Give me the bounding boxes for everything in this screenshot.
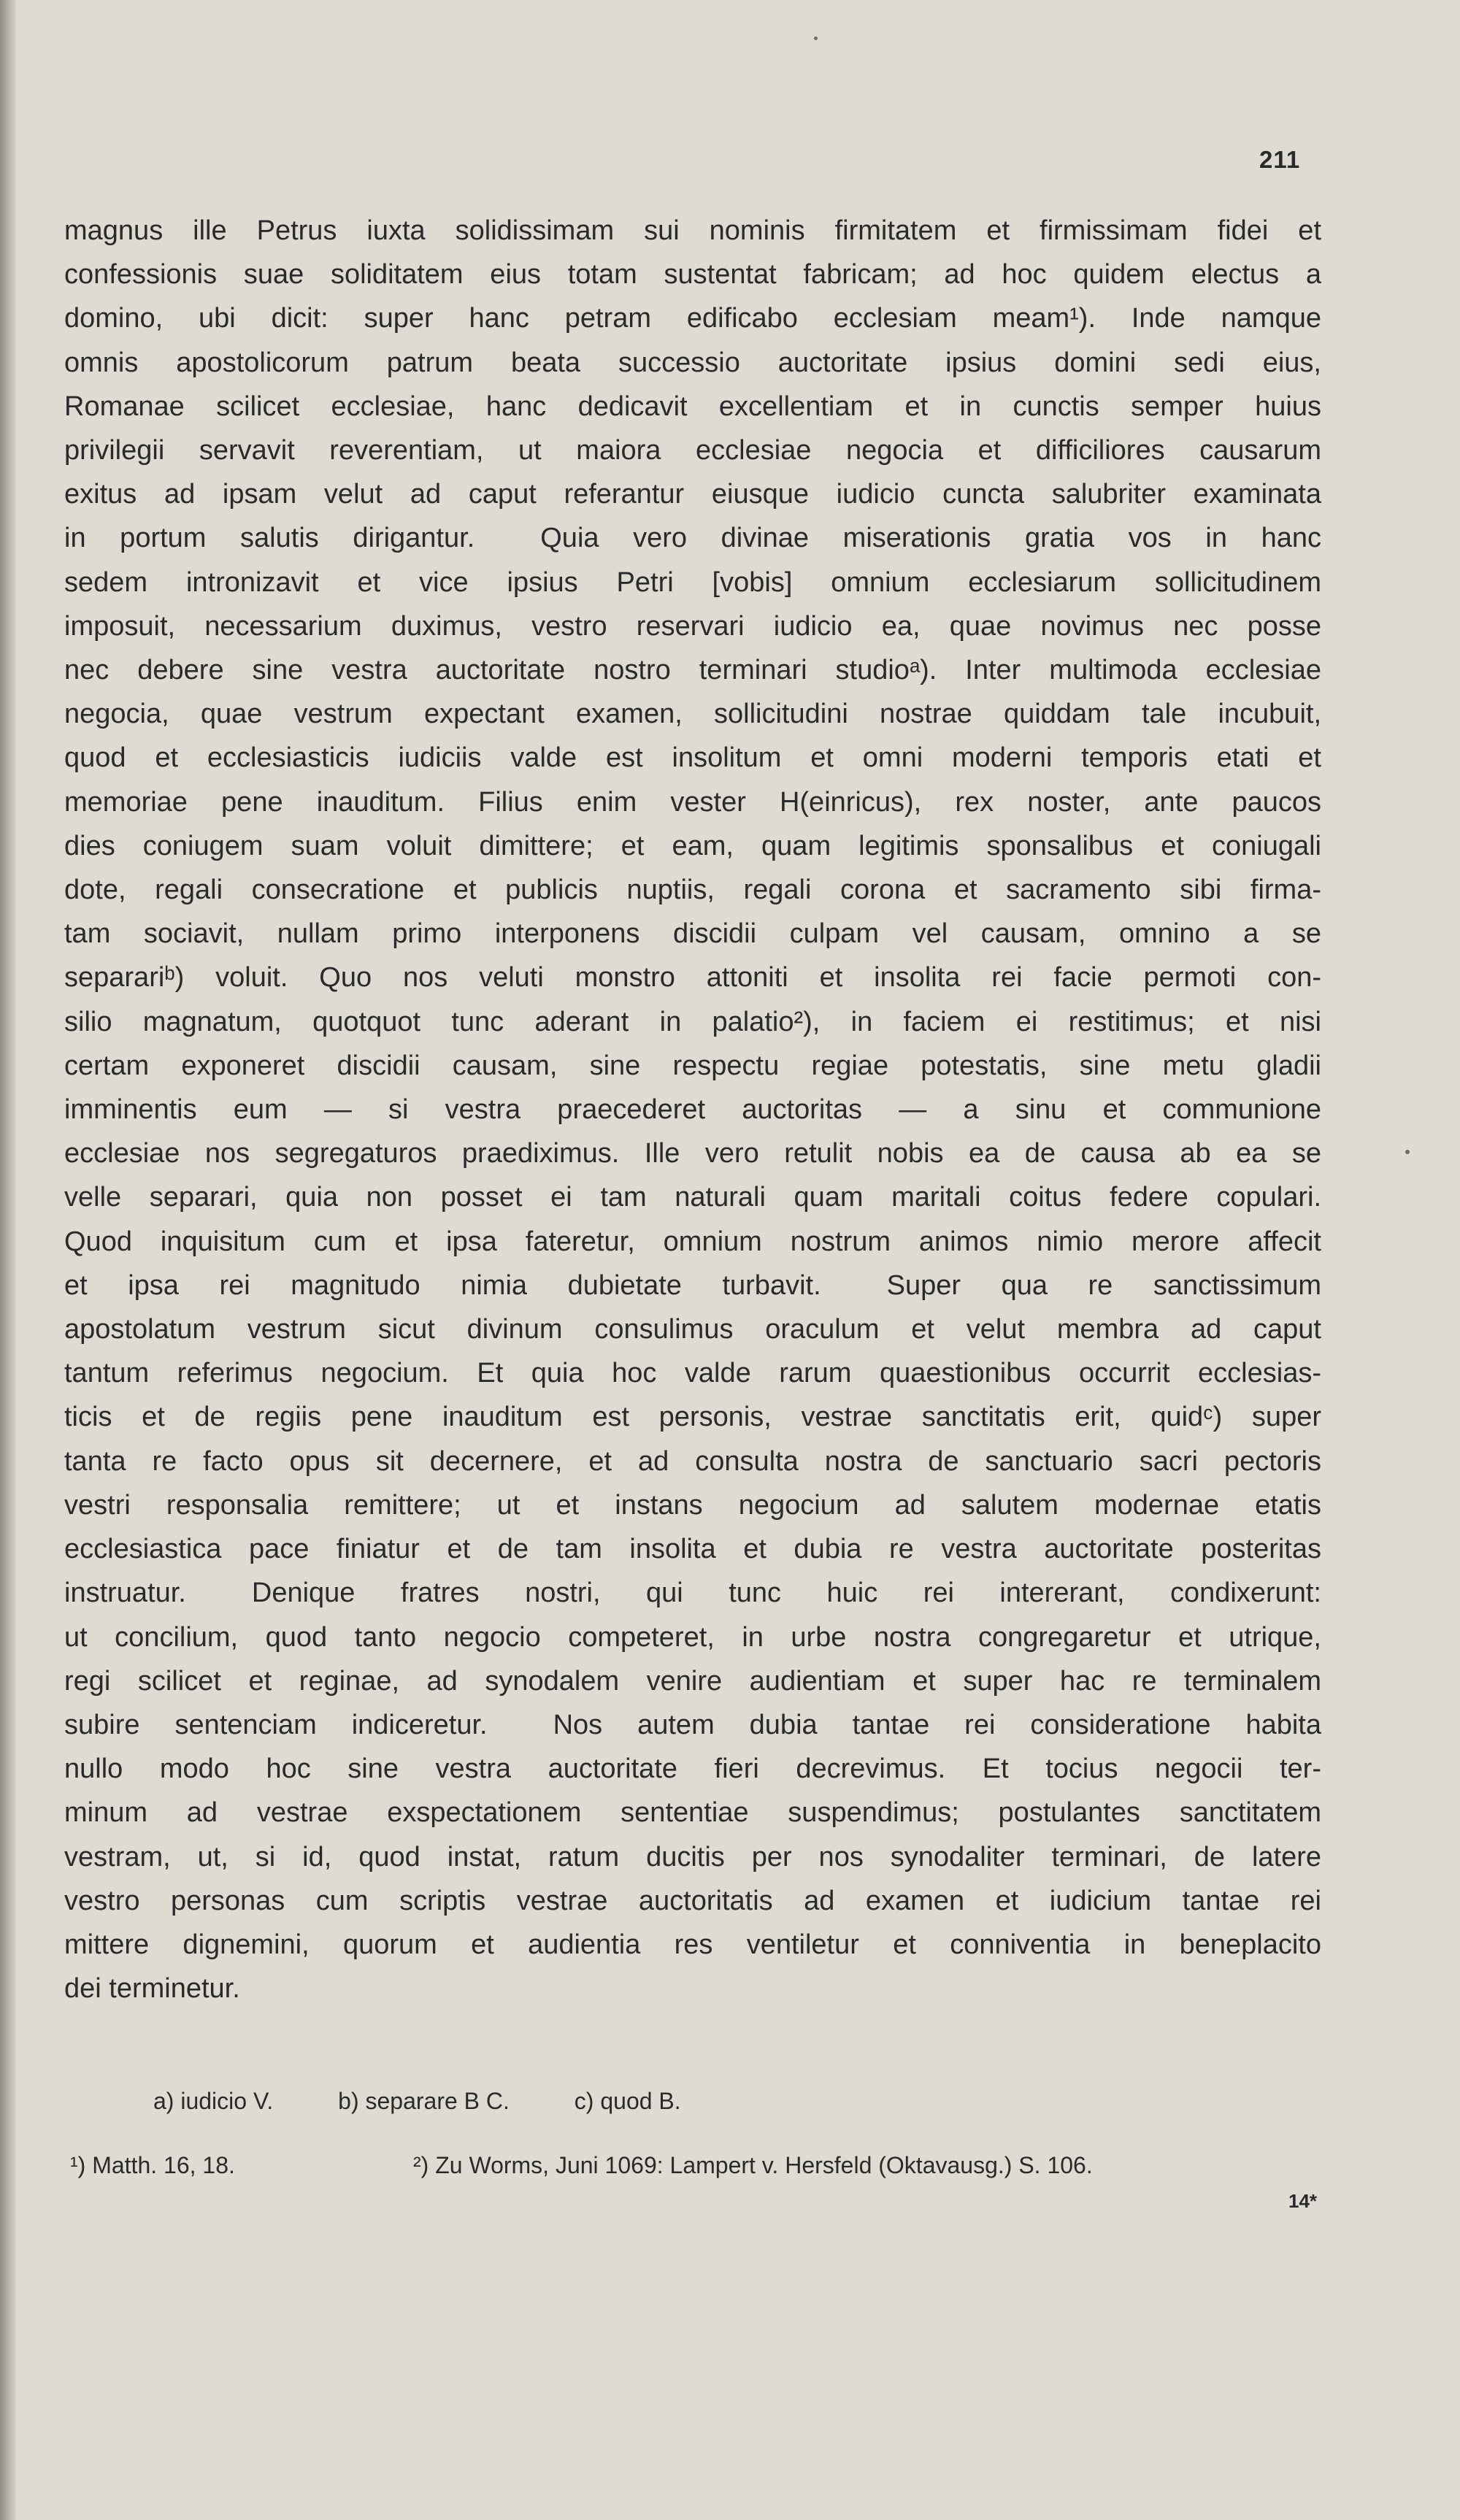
text-line: privilegii servavit reverentiam, ut maiora ecclesiae negocia et difficiliores causarum [64, 435, 1321, 466]
text-line: dote, regali consecratione et publicis nuptiis, regali corona et sacramento sibi firma- [64, 875, 1321, 906]
text-segment: in portum salutis dirigantur. [64, 523, 475, 554]
paper-speck [1405, 1150, 1410, 1154]
text-line: exitus ad ipsam velut ad caput referantur eiusque iudicio cuncta salubriter examinata [64, 479, 1321, 510]
text-segment: Denique fratres nostri, qui tunc huic rei intererant, condixerunt: [251, 1578, 1321, 1609]
book-binding-edge [0, 0, 16, 2520]
text-line: quod et ecclesiasticis iudiciis valde est insolitum et omni moderni temporis etati et [64, 742, 1321, 774]
text-line: Romanae scilicet ecclesiae, hanc dedicavit excellentiam et in cunctis semper huius [64, 391, 1321, 422]
text-line: sedem intronizavit et vice ipsius Petri [vobis] omnium ecclesiarum sollicitudinem [64, 566, 1321, 598]
text-line: separariᵇ) voluit. Quo nos veluti monstro attoniti et insolita rei facie permoti con- [64, 962, 1321, 994]
text-line: certam exponeret discidii causam, sine respectu regiae potestatis, sine metu gladii [64, 1050, 1321, 1081]
page-number: 211 [1259, 146, 1301, 173]
text-line: confessionis suae soliditatem eius totam sustentat fabricam; ad hoc quidem electus a [64, 259, 1321, 291]
text-line: imposuit, necessarium duximus, vestro reservari iudicio ea, quae novimus nec posse [64, 610, 1321, 642]
text-segment: et ipsa rei magnitudo nimia dubietate turbavit. [64, 1269, 821, 1301]
text-line [64, 1264, 1321, 1307]
text-line: velle separari, quia non posset ei tam naturali quam maritali coitus federe copulari. [64, 1182, 1321, 1213]
apparatus-note: a) iudicio V. [153, 2088, 274, 2114]
text-line [64, 1571, 1321, 1615]
footnote-1: ¹) Matth. 16, 18. [70, 2152, 235, 2178]
text-line: ut concilium, quod tanto negocio competeret, in urbe nostra congregaretur et utrique, [64, 1621, 1321, 1653]
apparatus-note: c) quod B. [574, 2088, 681, 2114]
main-text-block [64, 209, 1321, 2010]
text-line: ecclesiastica pace finiatur et de tam insolita et dubia re vestra auctoritate posteritas [64, 1534, 1321, 1565]
text-line: imminentis eum — si vestra praecederet auctoritas — a sinu et communione [64, 1094, 1321, 1126]
apparatus-note: b) separare B C. [338, 2088, 510, 2114]
text-line: nec debere sine vestra auctoritate nostro terminari studioᵃ). Inter multimoda ecclesiae [64, 655, 1321, 686]
text-line: tanta re facto opus sit decernere, et ad consulta nostra de sanctuario sacri pectoris [64, 1445, 1321, 1477]
text-line: apostolatum vestrum sicut divinum consulimus oraculum et velut membra ad caput [64, 1314, 1321, 1345]
text-line: ecclesiae nos segregaturos praediximus. Ille vero retulit nobis ea de causa ab ea se [64, 1138, 1321, 1169]
text-segment: Super qua re sanctissimum [886, 1269, 1321, 1301]
footnote-2: ²) Zu Worms, Juni 1069: Lampert v. Hersfeld (Oktavausg.) S. 106. [413, 2152, 1093, 2178]
signature-mark: 14* [1288, 2190, 1318, 2212]
text-line: tantum referimus negocium. Et quia hoc valde rarum quaestionibus occurrit ecclesias- [64, 1358, 1321, 1389]
text-line: dies coniugem suam voluit dimittere; et eam, quam legitimis sponsalibus et coniugali [64, 830, 1321, 861]
text-line: nullo modo hoc sine vestra auctoritate fieri decrevimus. Et tocius negocii ter- [64, 1753, 1321, 1785]
text-line: Quod inquisitum cum et ipsa fateretur, omnium nostrum animos nimio merore affecit [64, 1226, 1321, 1257]
text-line: negocia, quae vestrum expectant examen, sollicitudini nostrae quiddam tale incubuit, [64, 699, 1321, 730]
text-segment: instruatur. [64, 1578, 186, 1609]
text-line: ticis et de regiis pene inauditum est personis, vestrae sanctitatis erit, quidᶜ) super [64, 1402, 1321, 1433]
text-line: regi scilicet et reginae, ad synodalem venire audientiam et super hac re terminalem [64, 1665, 1321, 1697]
paper-speck [814, 37, 818, 40]
text-line: memoriae pene inauditum. Filius enim vester H(einricus), rex noster, ante paucos [64, 786, 1321, 818]
text-line [64, 1703, 1321, 1747]
text-line: magnus ille Petrus iuxta solidissimam sui nominis firmitatem et firmissimam fidei et [64, 215, 1321, 246]
text-line: mittere dignemini, quorum et audientia res ventiletur et conniventia in beneplacito [64, 1929, 1321, 1960]
text-segment: Nos autem dubia tantae rei consideratione habita [553, 1709, 1321, 1740]
text-line: vestram, ut, si id, quod instat, ratum ducitis per nos synodaliter terminari, de latere [64, 1841, 1321, 1872]
critical-apparatus [153, 2088, 739, 2115]
text-line: vestri responsalia remittere; ut et instans negocium ad salutem modernae etatis [64, 1489, 1321, 1521]
text-segment: subire sentenciam indiceretur. [64, 1709, 488, 1740]
text-line: domino, ubi dicit: super hanc petram edificabo ecclesiam meam¹). Inde namque [64, 303, 1321, 334]
text-line: tam sociavit, nullam primo interponens discidii culpam vel causam, omnino a se [64, 918, 1321, 950]
text-line: dei terminetur. [64, 1973, 240, 2005]
text-line: minum ad vestrae exspectationem sententiae suspendimus; postulantes sanctitatem [64, 1797, 1321, 1829]
text-line [64, 516, 1321, 560]
text-line: omnis apostolicorum patrum beata successio auctoritate ipsius domini sedi eius, [64, 347, 1321, 378]
text-line: silio magnatum, quotquot tunc aderant in palatio²), in faciem ei restitimus; et nisi [64, 1006, 1321, 1037]
text-segment: Quia vero divinae miserationis gratia vos in hanc [540, 523, 1321, 554]
text-line: vestro personas cum scriptis vestrae auctoritatis ad examen et iudicium tantae rei [64, 1885, 1321, 1916]
footnotes [70, 2152, 1327, 2179]
